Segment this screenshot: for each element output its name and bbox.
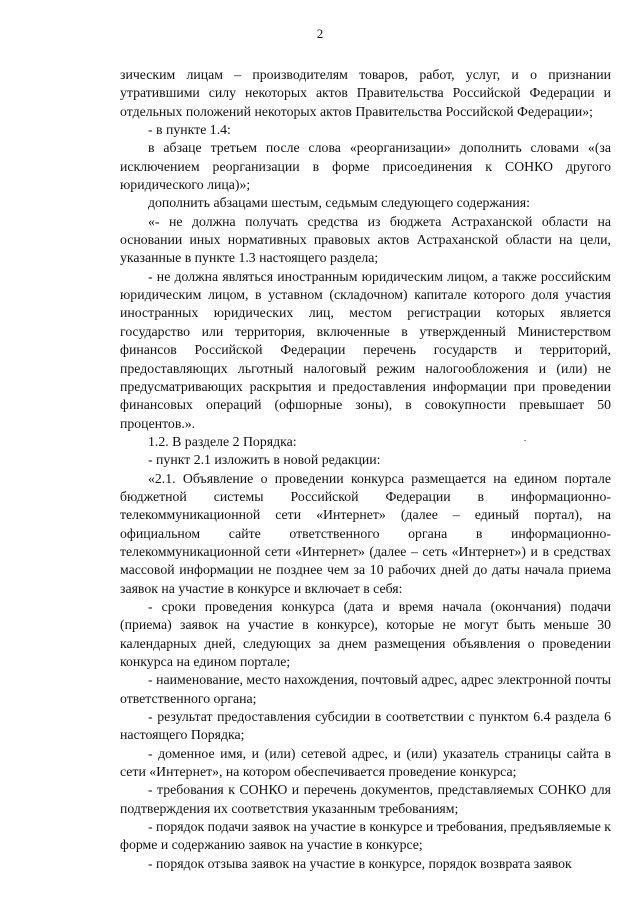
document-body — [120, 66, 611, 873]
list-item-deadlines: - сроки проведения конкурса (дата и время начала (окончания) подачи (приема) заявок на участие в конкурсе), которые не могут быть меньше 30 календарных дней, следующих за днем размещения объявления о проведении конкурса на едином портале; — [120, 598, 611, 669]
paragraph-abzac-3-amendment: в абзаце третьем после слова «реорганизации» дополнить словами «(за исключением реорганизации в форме присоединения к СОНКО другого юридического лица)»; — [120, 140, 611, 193]
paragraph-point-2-1-new: - пункт 2.1 изложить в новой редакции: — [148, 452, 381, 468]
paragraph-point-1-4: - в пункте 1.4: — [148, 122, 231, 138]
page-number: 2 — [316, 26, 324, 41]
paragraph-add-abzacy: дополнить абзацами шестым, седьмым следующего содержания: — [148, 195, 530, 211]
paragraph-continuation: зическим лицам – производителям товаров, работ, услуг, и о признании утратившими силу некоторых актов Правительства Российской Федерации и отдельных положений некоторых актов Правительства Российской Федерации»; — [120, 67, 611, 119]
list-item-requirements: - требования к СОНКО и перечень документов, представляемых СОНКО для подтверждения их соответствия указанным требованиям; — [120, 782, 611, 816]
list-item-domain: - доменное имя, и (или) сетевой адрес, и (или) указатель страницы сайта в сети «Интернет», на котором обеспечивается проведение конкурса; — [120, 745, 611, 780]
scan-speck — [524, 440, 526, 441]
paragraph-section-2: 1.2. В разделе 2 Порядка: — [148, 433, 297, 449]
paragraph-foreign-entity: - не должна являться иностранным юридическим лицом, а также российским юридическим лицом, в уставном (складочном) капитале которого доля участия иностранных юридических лиц, местом регистрации которых является государство или территория, включенные в утвержденный Министерством финансов Российской Федерации перечень государств и территорий, предоставляющих льготный налоговый режим налогообложения и (или) не предусматривающих раскрытия и предоставления информации при проведении финансовых операций (офшорные зоны), в совокупности превышает 50 процентов.». — [120, 268, 611, 431]
paragraph-announcement: «2.1. Объявление о проведении конкурса размещается на едином портале бюджетной системы Российской Федерации в информационно-телекоммуникационной сети «Интернет» (далее – единый портал), на официальном сайте ответственного органа в информационно-телекоммуникационной сети «Интернет» (далее – сеть «Интернет») и в средствах массовой информации не позднее чем за 10 рабочих дней до даты начала приема заявок на участие в конкурсе и включает в себя: — [120, 470, 611, 596]
list-item-contacts: - наименование, место нахождения, почтовый адрес, адрес электронной почты ответственного органа; — [120, 672, 611, 706]
list-item-withdrawal: - порядок отзыва заявок на участие в конкурсе, порядок возврата заявок — [148, 855, 572, 871]
list-item-result: - результат предоставления субсидии в соответствии с пунктом 6.4 раздела 6 настоящего Порядка; — [120, 709, 611, 743]
list-item-submission: - порядок подачи заявок на участие в конкурсе и требования, предъявляемые к форме и содержанию заявок на участие в конкурсе; — [120, 819, 611, 853]
paragraph-budget-funds: «- не должна получать средства из бюджета Астраханской области на основании иных нормативных правовых актов Астраханской области на цели, указанные в пункте 1.3 настоящего раздела; — [120, 213, 611, 266]
